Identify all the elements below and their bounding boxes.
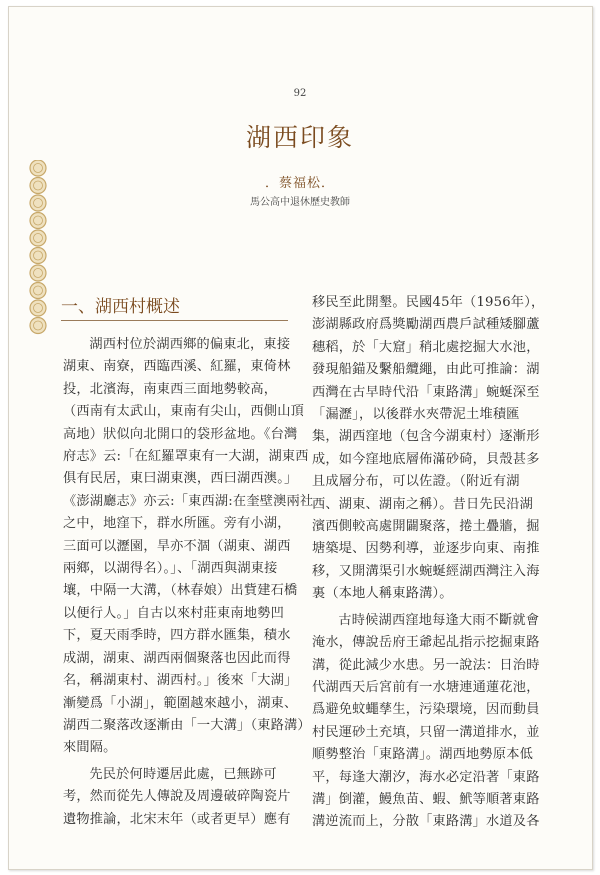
- text-line: 來間隔。: [63, 740, 117, 756]
- text-line: 發現船錨及繫船纜繩，由此可推論：湖: [312, 362, 540, 378]
- text-line: 下，夏天雨季時，四方群水匯集，積水: [63, 628, 291, 644]
- text-line: 西灣在古早時代沿「東路溝」蜿蜒深至: [312, 384, 540, 400]
- text-line: 高地）狀似向北開口的袋形盆地。《台灣: [63, 426, 298, 442]
- coin-ornament: [30, 318, 46, 334]
- text-line: 名，稱湖東村、湖西村。」後來「大湖」: [63, 673, 298, 689]
- text-line: 代湖西天后宮前有一水塘連通蓮花池，: [312, 679, 540, 695]
- text-line: 三面可以瀝園，旱亦不涸（湖東、湖西: [63, 538, 291, 554]
- text-line: 漸變爲「小湖」，範圍越來越小，湖東、: [63, 695, 298, 711]
- text-line: 古時候湖西窪地每逢大雨不斷就會: [338, 612, 540, 628]
- coin-ornament: [30, 248, 46, 264]
- text-line: 平，每逢大潮汐，海水必定沿著「東路: [312, 769, 540, 785]
- text-line: 西、湖東、湖南之稱）。昔日先民沿湖: [312, 496, 533, 512]
- text-line: 村民運砂土充填，只留一溝道排水，並: [312, 724, 540, 740]
- text-line: 濱西側較高處開闢聚落，捲土疊牆，掘: [312, 519, 540, 535]
- left-text-column: [63, 334, 314, 831]
- text-line: 移民至此開墾。民國45年（1956年），: [312, 295, 545, 310]
- right-text-column: [312, 292, 552, 834]
- text-line: 遺物推論，北宋末年（或者更早）應有: [63, 811, 291, 827]
- text-line: （西南有太武山，東南有尖山，西側山頂: [63, 404, 304, 420]
- coin-ornament: [30, 283, 46, 299]
- text-line: 爲避免蚊蠅孳生，污染環境，因而動員: [312, 702, 540, 718]
- text-line: 順勢整治「東路溝」。湖西地勢原本低: [312, 747, 533, 763]
- text-line: 先民於何時遷居此處，已無跡可: [89, 766, 277, 782]
- heading-divider: [61, 320, 288, 321]
- text-line: 湖西二聚落改逐漸由「一大溝」（東路溝）: [63, 717, 311, 733]
- text-line: 裏（本地人稱東路溝）。: [312, 586, 453, 602]
- text-line: 以便行人。」自古以來村莊東南地勢凹: [63, 605, 284, 621]
- coin-ornament: [30, 213, 46, 229]
- page-title: 湖西印象: [245, 123, 354, 152]
- text-line: 成，如今窪地底層佈滿砂碕，貝殼甚多: [312, 451, 540, 467]
- text-line: 投，北濱海，南東西三面地勢較高，: [63, 381, 278, 397]
- text-line: 集，湖西窪地（包含今湖東村）逐漸形: [312, 429, 540, 445]
- text-line: 移，又開溝渠引水蜿蜒經湖西灣注入海: [312, 563, 540, 579]
- text-line: 穗稻，於「大窟」稍北處挖掘大水池，: [312, 339, 540, 355]
- text-line: 府志》云:「在紅羅罩東有一大湖，湖東西: [63, 449, 309, 465]
- text-line: 考，然而從先人傳說及周邊破碎陶瓷片: [63, 789, 291, 805]
- text-line: 「漏瀝」，以後群水夾帶泥土堆積匯: [312, 407, 520, 423]
- text-line: 澎湖縣政府爲獎勵湖西農戶試種矮腳蘆: [312, 317, 540, 333]
- text-line: 湖東、南寮，西臨西溪、紅羅，東倚林: [63, 359, 291, 375]
- text-line: 且成層分布，可以佐證。（附近有湖: [312, 474, 520, 490]
- coin-ornament: [30, 300, 46, 316]
- text-line: 湖西村位於湖西鄉的偏東北，東接: [89, 337, 291, 352]
- text-line: 俱有民居，東曰湖東澳，西曰湖西澳。」: [63, 471, 298, 487]
- text-line: 淹水，傳說岳府王爺起乩指示挖掘東路: [312, 635, 540, 651]
- text-line: 塘築堤、因勢利導，並逐步向東、南推: [312, 541, 540, 557]
- author-name: ．蔡福松．: [264, 176, 335, 191]
- text-line: 之中，地窪下，群水所匯。旁有小湖，: [63, 516, 291, 532]
- text-line: 兩鄉，以湖得名）。」、「湖西與湖東接: [63, 561, 278, 577]
- section-heading: 一、湖西村概述: [61, 297, 180, 317]
- text-line: 溝逆流而上，分散「東路溝」水道及各: [312, 814, 540, 830]
- author-affiliation: 馬公高中退休歷史教師: [250, 197, 350, 208]
- text-line: 壤，中隔一大溝，（林春娘）出貲建石橋: [63, 583, 298, 599]
- text-line: 溝，從此減少水患。另一說法：日治時: [312, 657, 540, 673]
- page-number: 92: [293, 88, 307, 99]
- coin-ornament: [30, 230, 46, 246]
- text-line: 成湖，湖東、湖西兩個聚落也因此而得: [63, 650, 291, 666]
- text-line: 溝」倒灌，鰻魚苗、蝦、鮘等順著東路: [312, 791, 540, 807]
- text-line: 《澎湖廳志》亦云:「東西湖:在奎壁澳兩社: [63, 493, 314, 509]
- coin-ornament: [30, 265, 46, 281]
